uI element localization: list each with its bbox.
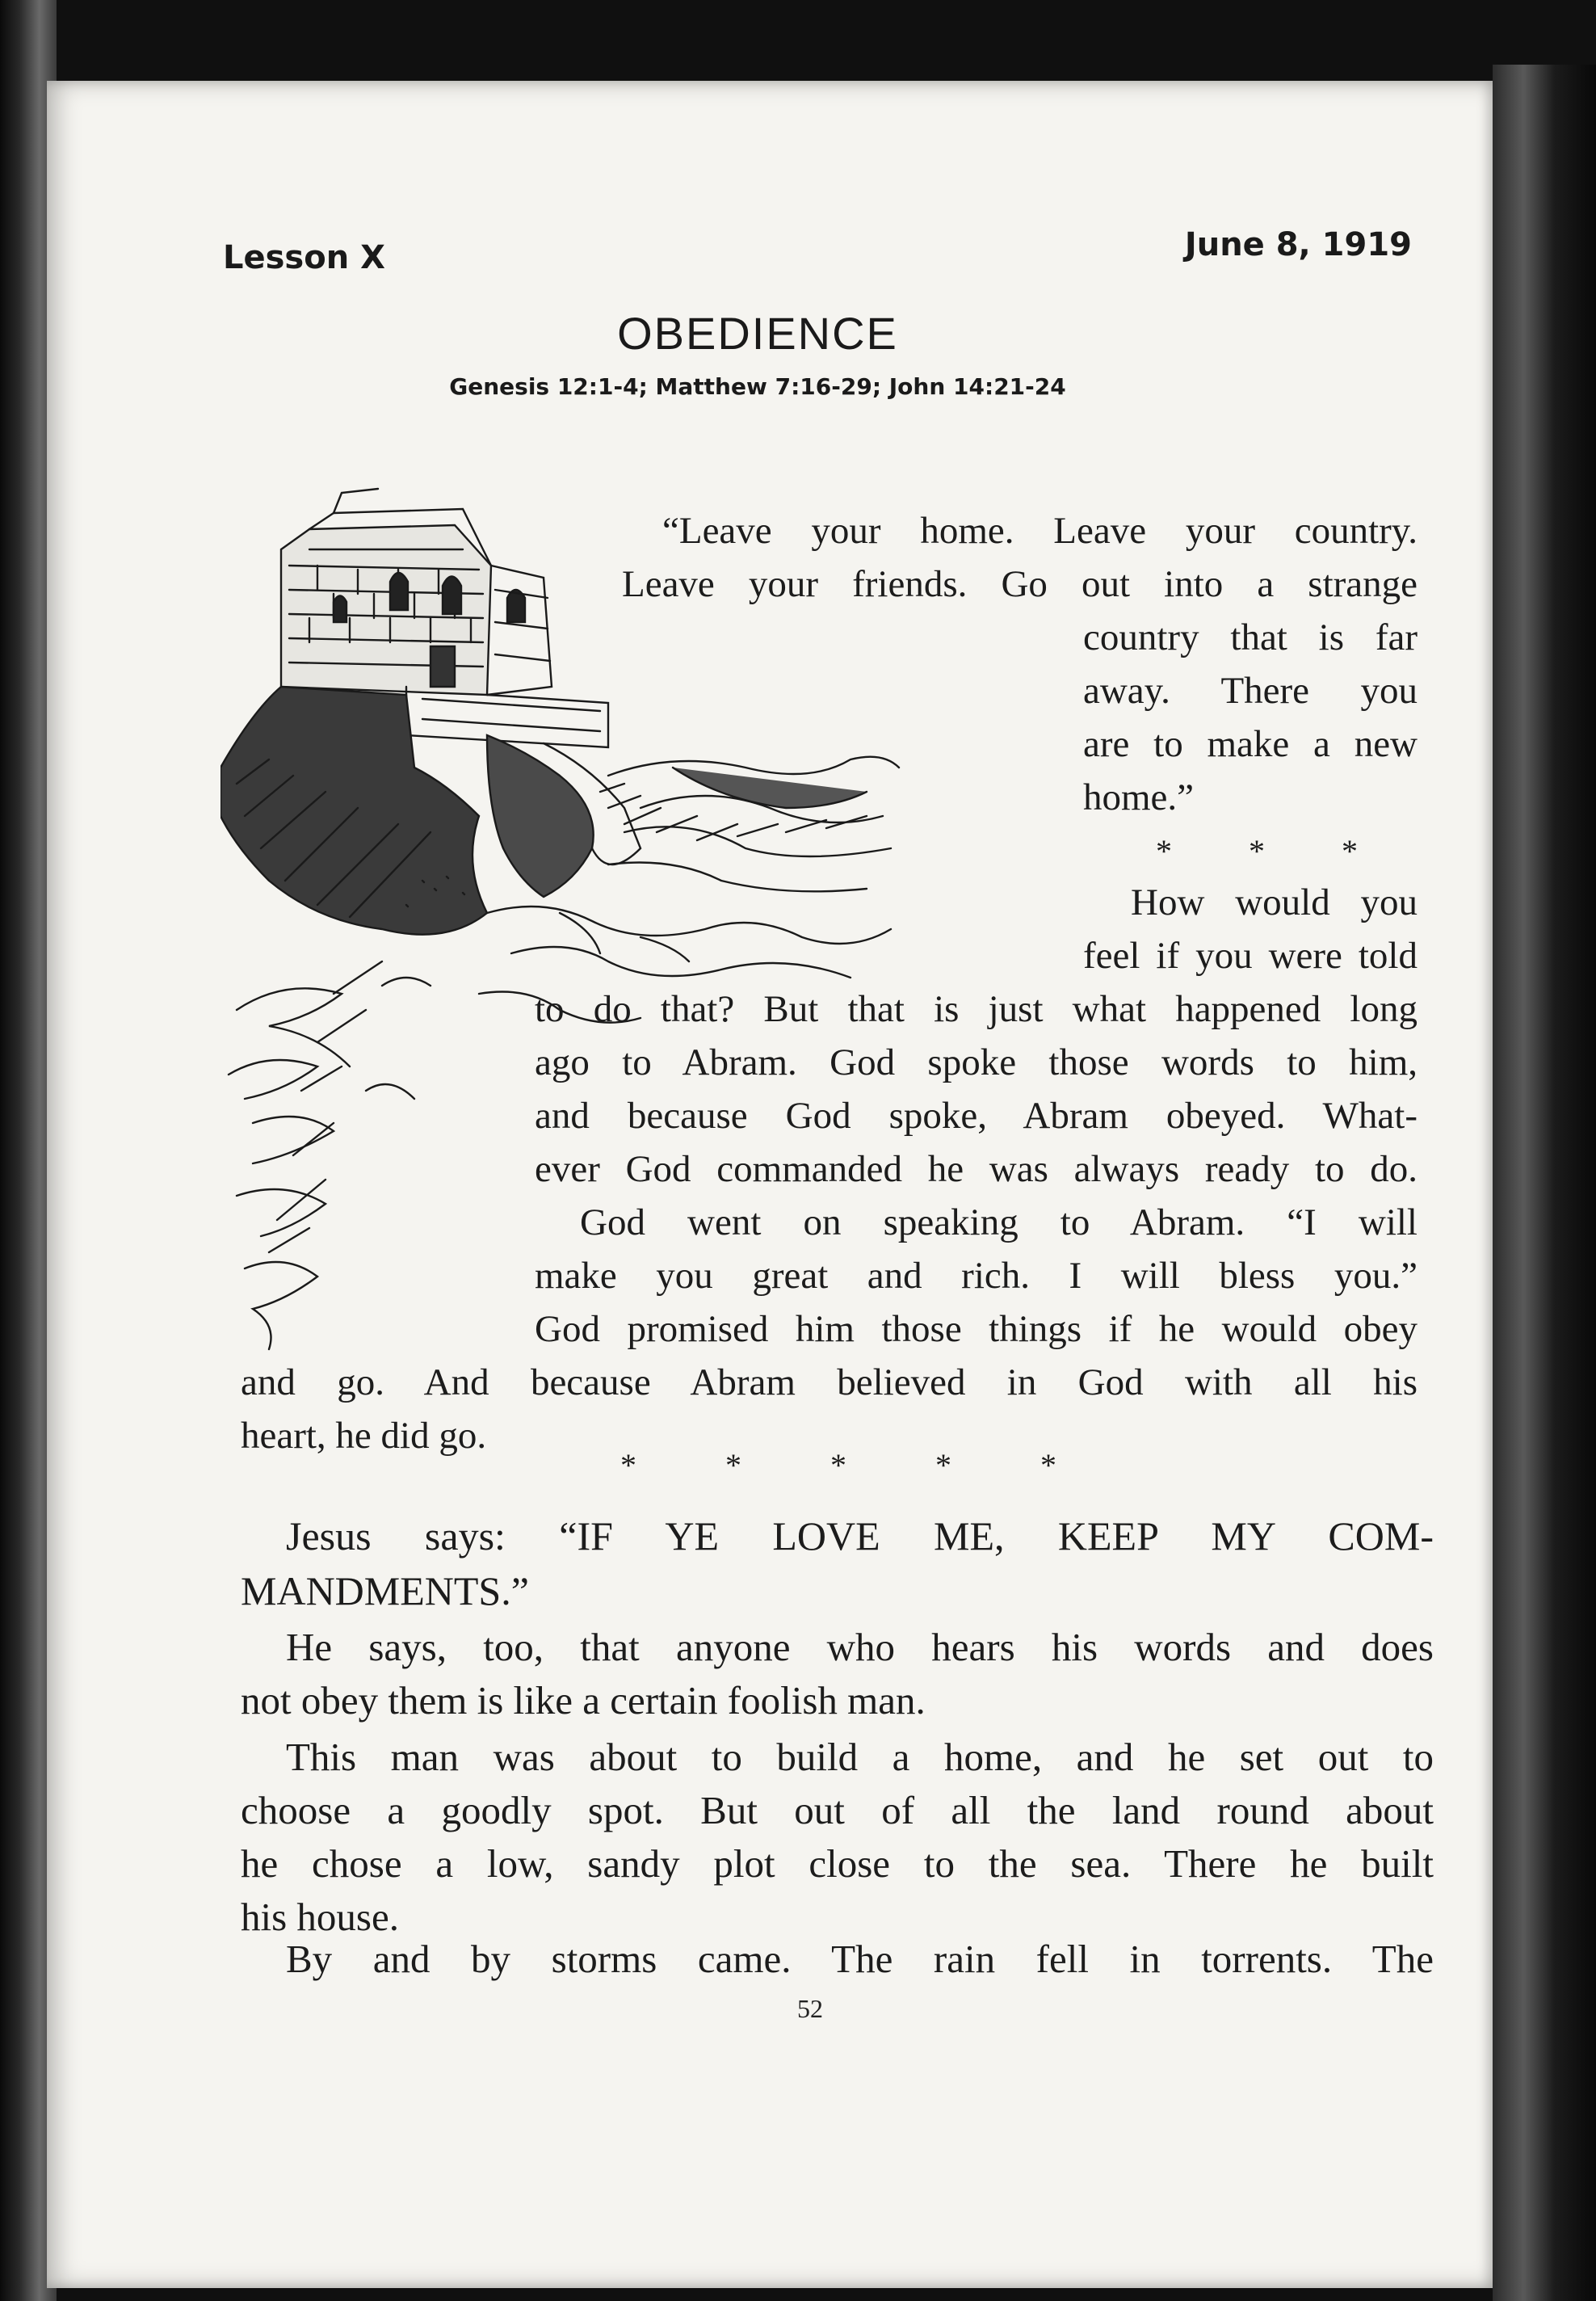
paragraph-line: his house.	[241, 1895, 399, 1939]
star: *	[1342, 833, 1358, 869]
facing-page-edge	[1493, 65, 1596, 2301]
paragraph-line: choose a goodly spot. But out of all the land round about	[241, 1788, 1434, 1832]
paragraph-line: How would you	[1131, 881, 1418, 923]
paragraph-line: By and by storms came. The rain fell in torrents. The	[286, 1937, 1434, 1981]
lesson-date: June 8, 1919	[1184, 226, 1412, 263]
star: *	[620, 1447, 636, 1483]
paragraph-line: he chose a low, sandy plot close to the sea. There he built	[241, 1841, 1434, 1886]
page-number: 52	[797, 1994, 823, 2023]
section-separator-large	[620, 1446, 1056, 1484]
paragraph-line: God promised him those things if he would obey	[535, 1308, 1418, 1350]
paragraph-line: not obey them is like a certain foolish man.	[241, 1678, 926, 1723]
paragraph-line: MANDMENTS.”	[241, 1568, 529, 1613]
paragraph-line: to do that? But that is just what happened long	[535, 988, 1418, 1030]
paragraph-line: and go. And because Abram believed in God with all his	[241, 1361, 1418, 1403]
star: *	[725, 1447, 741, 1483]
paragraph-line: “Leave your home. Leave your country.	[662, 510, 1418, 552]
star: *	[935, 1447, 951, 1483]
paragraph-line: He says, too, that anyone who hears his words and does	[286, 1625, 1434, 1669]
star: *	[1040, 1447, 1056, 1483]
section-separator-small	[1156, 832, 1358, 870]
paragraph-line: make you great and rich. I will bless you.”	[535, 1255, 1418, 1297]
paragraph-line: away. There you	[1083, 670, 1418, 712]
star: *	[830, 1447, 846, 1483]
paragraph-line: Jesus says: “IF YE LOVE ME, KEEP MY COM-	[286, 1513, 1434, 1559]
paragraph-line: feel if you were told	[1083, 935, 1418, 977]
lesson-number: Lesson X	[223, 239, 385, 276]
scripture-references: Genesis 12:1-4; Matthew 7:16-29; John 14:21-24	[449, 373, 1066, 400]
paragraph-line: ago to Abram. God spoke those words to him,	[535, 1041, 1418, 1083]
book-page	[47, 81, 1493, 2288]
paragraph-line: home.”	[1083, 776, 1195, 818]
star: *	[1249, 833, 1265, 869]
paragraph-line: This man was about to build a home, and he set out to	[286, 1735, 1434, 1779]
star: *	[1156, 833, 1172, 869]
paragraph-line: are to make a new	[1083, 723, 1418, 765]
paragraph-line: heart, he did go.	[241, 1415, 487, 1457]
paragraph-line: country that is far	[1083, 616, 1418, 658]
paragraph-line: and because God spoke, Abram obeyed. What-	[535, 1095, 1418, 1137]
paragraph-line: God went on speaking to Abram. “I will	[580, 1201, 1418, 1243]
page-title: OBEDIENCE	[617, 308, 898, 359]
paragraph-line: ever God commanded he was always ready to do.	[535, 1148, 1418, 1190]
paragraph-line: Leave your friends. Go out into a strange	[622, 563, 1418, 605]
